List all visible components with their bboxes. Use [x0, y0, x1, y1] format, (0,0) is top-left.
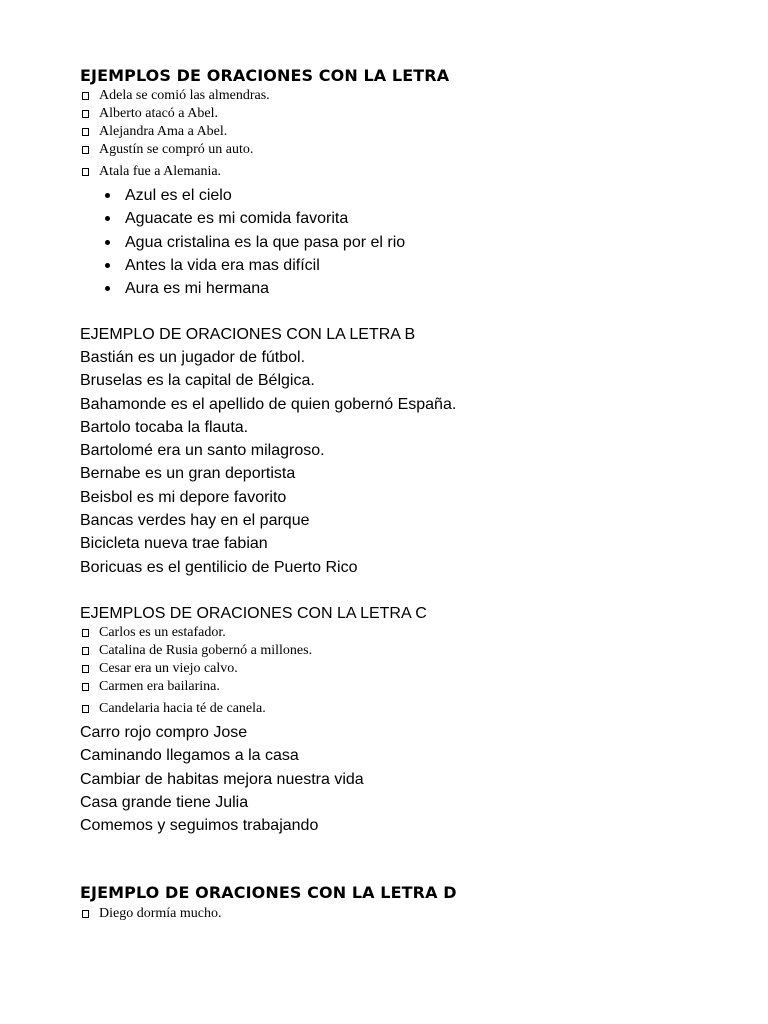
bullet-list-a	[80, 184, 405, 300]
list-item-text: Atala fue a Alemania.	[99, 164, 222, 179]
missing-glyph-box-icon	[82, 110, 89, 118]
missing-glyph-box-icon	[82, 92, 89, 100]
list-item	[80, 231, 405, 254]
list-item-text: Antes la vida era mas difícil	[125, 256, 320, 274]
list-item	[80, 163, 270, 181]
list-item	[80, 105, 270, 123]
list-item-text: Aura es mi hermana	[125, 280, 270, 298]
list-item-text: Candelaria hacia té de canela.	[99, 701, 266, 716]
list-item	[80, 700, 312, 718]
sentence-list-b	[80, 346, 456, 579]
list-item	[80, 678, 312, 696]
sentence-line: Bahamonde es el apellido de quien gobernó España.	[80, 395, 457, 413]
list-item	[80, 184, 405, 207]
sentence-line: Bernabe es un gran deportista	[80, 465, 296, 483]
sentence-line: Bruselas es la capital de Bélgica.	[80, 372, 315, 390]
sentence-line: Comemos y seguimos trabajando	[80, 817, 319, 835]
list-item	[80, 624, 312, 642]
list-item	[80, 254, 405, 277]
missing-glyph-box-icon	[82, 146, 89, 154]
bullet-dot-icon	[105, 263, 110, 268]
box-list-c	[80, 624, 312, 718]
list-item-text: Azul es el cielo	[125, 187, 232, 204]
list-item-text: Agua cristalina es la que pasa por el rio	[125, 233, 406, 251]
list-item-text: Aguacate es mi comida favorita	[125, 210, 349, 228]
box-list-a	[80, 87, 270, 181]
list-item	[80, 123, 270, 141]
missing-glyph-box-icon	[82, 629, 89, 637]
bullet-dot-icon	[105, 286, 110, 291]
sentence-line: Bancas verdes hay en el parque	[80, 512, 310, 530]
list-item-text: Diego dormía mucho.	[99, 906, 222, 921]
list-item-text: Cesar era un viejo calvo.	[99, 661, 238, 676]
bullet-dot-icon	[105, 193, 110, 198]
sentence-line: Casa grande tiene Julia	[80, 793, 249, 811]
sentence-line: Beisbol es mi depore favorito	[80, 488, 287, 506]
list-item	[80, 905, 221, 923]
list-item-text: Catalina de Rusia gobernó a millones.	[99, 643, 313, 658]
bullet-dot-icon	[105, 216, 110, 221]
heading-letra-b: EJEMPLO DE ORACIONES CON LA LETRA B	[80, 326, 416, 343]
bullet-dot-icon	[105, 240, 110, 245]
list-item-text: Agustín se compró un auto.	[99, 142, 254, 157]
list-item	[80, 277, 405, 300]
missing-glyph-box-icon	[82, 168, 89, 176]
list-item-text: Alberto atacó a Abel.	[99, 106, 218, 121]
box-list-d	[80, 905, 221, 923]
sentence-line: Carro rojo compro Jose	[80, 724, 248, 741]
sentence-line: Bastián es un jugador de fútbol.	[80, 349, 306, 366]
list-item	[80, 642, 312, 660]
sentence-line: Boricuas es el gentilicio de Puerto Rico	[80, 558, 358, 576]
sentence-line: Cambiar de habitas mejora nuestra vida	[80, 770, 364, 788]
list-item	[80, 141, 270, 159]
list-item	[80, 87, 270, 105]
list-item	[80, 660, 312, 678]
list-item-text: Carlos es un estafador.	[99, 625, 226, 640]
sentence-line: Caminando llegamos a la casa	[80, 747, 299, 765]
list-item-text: Adela se comió las almendras.	[99, 88, 270, 103]
list-item-text: Carmen era bailarina.	[99, 679, 220, 694]
heading-letra-d: EJEMPLO DE ORACIONES CON LA LETRA D	[80, 883, 457, 902]
list-item-text: Alejandra Ama a Abel.	[99, 124, 228, 139]
missing-glyph-box-icon	[82, 910, 89, 918]
sentence-line: Bartolomé era un santo milagroso.	[80, 442, 325, 460]
sentence-line: Bartolo tocaba la flauta.	[80, 418, 249, 436]
missing-glyph-box-icon	[82, 665, 89, 673]
sentence-list-c	[80, 721, 364, 837]
missing-glyph-box-icon	[82, 705, 89, 713]
list-item	[80, 207, 405, 230]
missing-glyph-box-icon	[82, 647, 89, 655]
missing-glyph-box-icon	[82, 683, 89, 691]
heading-letra-a: EJEMPLOS DE ORACIONES CON LA LETRA	[80, 66, 450, 85]
heading-letra-c: EJEMPLOS DE ORACIONES CON LA LETRA C	[80, 605, 427, 622]
sentence-line: Bicicleta nueva trae fabian	[80, 535, 268, 553]
missing-glyph-box-icon	[82, 128, 89, 136]
